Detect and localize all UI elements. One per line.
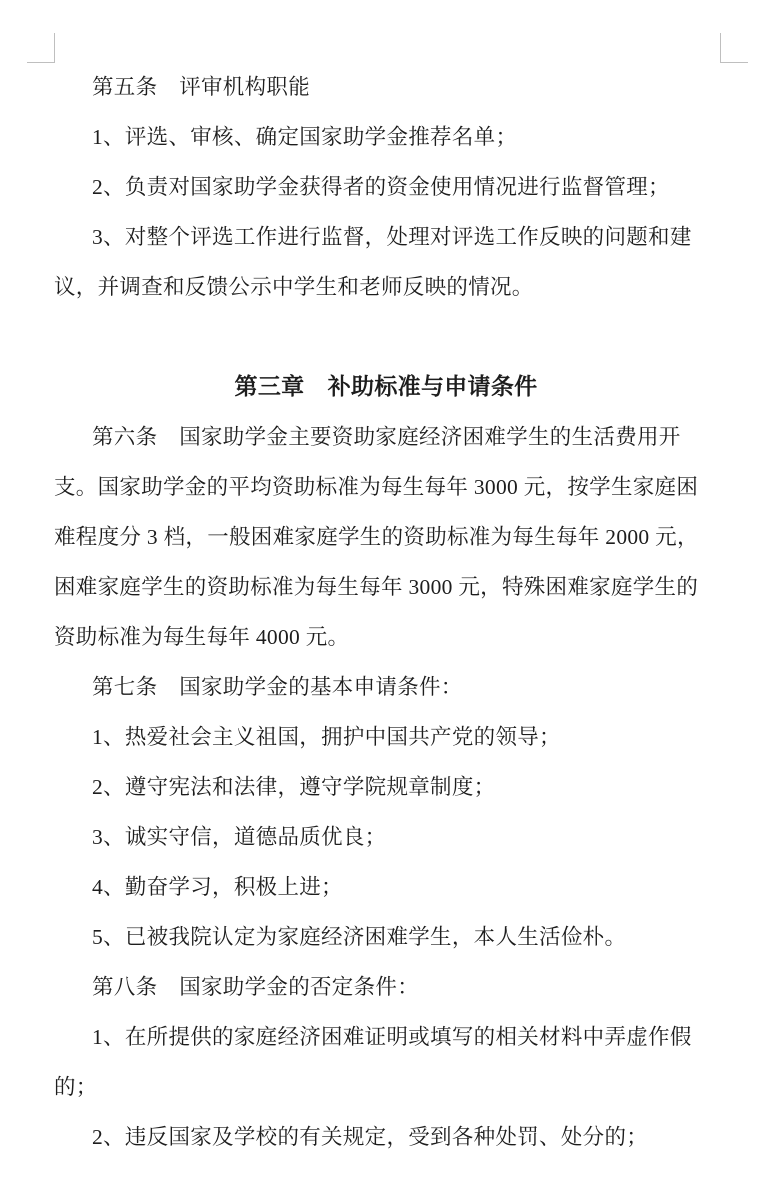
article-7-item-4 xyxy=(54,862,718,912)
text-line: 1、评选、审核、确定国家助学金推荐名单； xyxy=(92,125,518,149)
text-line: 的； xyxy=(54,1075,98,1099)
text-line: 第八条 国家助学金的否定条件： xyxy=(92,975,420,999)
article-7-title xyxy=(54,662,718,712)
article-8-item-1 xyxy=(54,1012,718,1112)
text-line: 第五条 评审机构职能 xyxy=(92,75,311,99)
text-line: 支。国家助学金的平均资助标准为每生每年 3000 元，按学生家庭困 xyxy=(54,475,699,499)
text-line: 4、勤奋学习，积极上进； xyxy=(92,875,343,899)
text-line: 资助标准为每生每年 4000 元。 xyxy=(54,625,350,649)
text-line: 1、在所提供的家庭经济困难证明或填写的相关材料中弄虚作假 xyxy=(92,1025,692,1049)
text-line: 第六条 国家助学金主要资助家庭经济困难学生的生活费用开 xyxy=(92,425,681,449)
article-5-item-2 xyxy=(54,162,718,212)
article-5-item-3 xyxy=(54,212,718,312)
text-line: 3、对整个评选工作进行监督，处理对评选工作反映的问题和建 xyxy=(92,225,692,249)
chapter-3-heading xyxy=(54,362,718,412)
article-6 xyxy=(54,412,718,662)
article-5-title xyxy=(54,62,718,112)
text-line: 2、遵守宪法和法律，遵守学院规章制度； xyxy=(92,775,496,799)
text-line: 2、违反国家及学校的有关规定，受到各种处罚、处分的； xyxy=(92,1125,649,1149)
text-line: 第七条 国家助学金的基本申请条件： xyxy=(92,675,463,699)
text-line xyxy=(54,312,718,362)
text-boundary-corner-mark-left xyxy=(27,33,55,63)
empty-line xyxy=(54,312,718,362)
text-line: 1、热爱社会主义祖国，拥护中国共产党的领导； xyxy=(92,725,561,749)
article-5-item-1 xyxy=(54,112,718,162)
text-boundary-corner-mark-right xyxy=(720,33,748,63)
article-7-item-3 xyxy=(54,812,718,862)
text-line: 3、诚实守信，道德品质优良； xyxy=(92,825,387,849)
article-8-item-2 xyxy=(54,1112,718,1162)
document-content xyxy=(54,62,718,1162)
article-7-item-2 xyxy=(54,762,718,812)
article-7-item-1 xyxy=(54,712,718,762)
text-line: 议，并调查和反馈公示中学生和老师反映的情况。 xyxy=(54,275,534,299)
text-line: 难程度分 3 档，一般困难家庭学生的资助标准为每生每年 2000 元， xyxy=(54,525,699,549)
text-line: 2、负责对国家助学金获得者的资金使用情况进行监督管理； xyxy=(92,175,670,199)
text-line: 5、已被我院认定为家庭经济困难学生，本人生活俭朴。 xyxy=(92,925,627,949)
article-8-title xyxy=(54,962,718,1012)
text-line: 困难家庭学生的资助标准为每生每年 3000 元，特殊困难家庭学生的 xyxy=(54,575,699,599)
article-7-item-5 xyxy=(54,912,718,962)
text-line: 第三章 补助标准与申请条件 xyxy=(234,374,538,399)
